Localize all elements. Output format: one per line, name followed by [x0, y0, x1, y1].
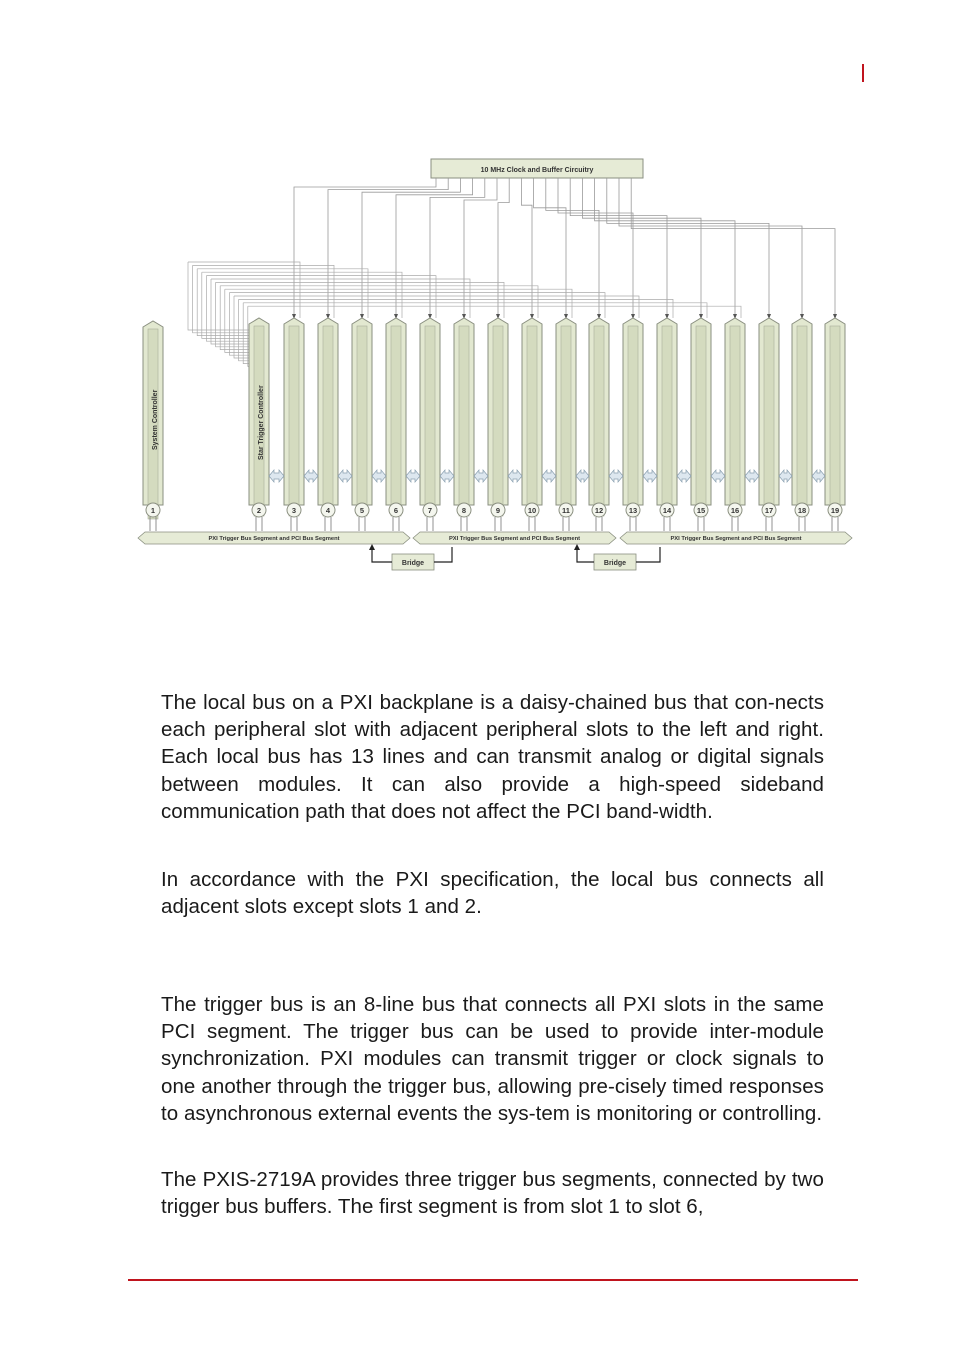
slot-number-5: 5 — [359, 506, 365, 515]
local-bus-arrow-6-7 — [406, 470, 420, 482]
clock-line-slot-9 — [498, 178, 509, 318]
local-bus-arrow-13-14 — [643, 470, 657, 482]
bridge-label-2: Bridge — [603, 560, 627, 567]
bridge-label-1: Bridge — [401, 560, 425, 567]
local-bus-arrow-18-19 — [812, 470, 825, 482]
slot-number-3: 3 — [291, 506, 297, 515]
clock-line-slot-3 — [294, 178, 436, 318]
clock-line-slot-10 — [521, 178, 532, 318]
clock-line-slot-8 — [464, 178, 497, 318]
clock-line-slot-19 — [631, 178, 835, 318]
footer-rule — [128, 1279, 858, 1281]
local-bus-arrow-14-15 — [677, 470, 691, 482]
slot-inner-17 — [764, 326, 774, 516]
local-bus-arrow-3-4 — [304, 470, 318, 482]
slot-number-19: 19 — [830, 506, 840, 515]
local-bus-arrow-15-16 — [711, 470, 725, 482]
paragraph-trigger-segments: The PXIS-2719A provides three trigger bus segments, connected by two trigger bus buffers. The first segment is from slot 1 to slot 6, — [161, 1168, 824, 1219]
slot-inner-10 — [527, 326, 537, 516]
slot-number-10: 10 — [527, 506, 537, 515]
slot-inner-13 — [628, 326, 638, 516]
local-bus-arrow-5-6 — [372, 470, 386, 482]
slot-inner-8 — [459, 326, 469, 516]
slot-inner-9 — [493, 326, 503, 516]
slot-number-11: 11 — [562, 506, 570, 515]
slot-inner-12 — [594, 326, 604, 516]
pxi-backplane-diagram — [0, 0, 954, 620]
bridge-right-connector-1 — [434, 547, 452, 562]
clock-line-slot-6 — [396, 178, 473, 318]
bridge-left-arrow-2 — [574, 544, 580, 550]
slot-inner-5 — [357, 326, 367, 516]
slot-inner-7 — [425, 326, 435, 516]
paragraph-trigger-bus: The trigger bus is an 8-line bus that connects all PXI slots in the same PCI segment. The trigger bus can be used to provide inter-module synchronization. PXI modules can transmit trigger or clock signals to one another through the trigger bus, allowing pre-cisely timed responses to asynchronous external events the sys-tem is monitoring or controlling. — [161, 993, 824, 1125]
paragraph-local-bus: The local bus on a PXI backplane is a daisy-chained bus that con-nects each peripheral slot with adjacent peripheral slots to the left and right. Each local bus has 13 lines and can transmit analog or digital signals between modules. It can also provide a high-speed sideband communication path that does not affect the PCI band-width. — [161, 691, 824, 823]
slot-number-4: 4 — [325, 506, 331, 515]
local-bus-arrow-12-13 — [609, 470, 623, 482]
star-line-slot-4 — [193, 265, 334, 318]
slot-number-8: 8 — [461, 506, 467, 515]
clock-line-slot-15 — [582, 178, 701, 318]
bus-segment-label-2: PXI Trigger Bus Segment and PCI Bus Segment — [448, 536, 581, 542]
bridge-left-connector-1 — [372, 547, 392, 562]
slot-number-6: 6 — [393, 506, 399, 515]
slot-number-7: 7 — [427, 506, 433, 515]
slot-number-2: 2 — [256, 506, 262, 515]
star-line-slot-12 — [229, 293, 605, 318]
local-bus-arrow-16-17 — [745, 470, 759, 482]
local-bus-arrow-4-5 — [338, 470, 352, 482]
clock-buffer-label: 10 MHz Clock and Buffer Circuitry — [480, 167, 594, 174]
local-bus-arrow-11-12 — [576, 470, 589, 482]
slot-inner-19 — [830, 326, 840, 516]
local-bus-arrow-10-11 — [542, 470, 556, 482]
slot-inner-16 — [730, 326, 740, 516]
slot-number-15: 15 — [696, 506, 706, 515]
slot-number-1: 1 — [150, 506, 156, 515]
star-line-slot-14 — [239, 299, 673, 318]
clock-line-slot-7 — [430, 178, 485, 318]
clock-line-slot-5 — [362, 178, 460, 318]
star-line-slot-15 — [243, 303, 707, 318]
local-bus-arrow-8-9 — [474, 470, 488, 482]
clock-line-slot-13 — [558, 178, 633, 318]
local-bus-arrow-9-10 — [508, 470, 522, 482]
slot-inner-11 — [561, 326, 571, 516]
clock-line-slot-11 — [534, 178, 566, 318]
slot-number-12: 12 — [594, 506, 604, 515]
star-trigger-controller-label: Star Trigger Controller — [258, 385, 265, 460]
star-line-slot-7 — [206, 276, 436, 318]
star-line-slot-11 — [225, 289, 572, 318]
star-return-slot-8 — [211, 279, 252, 344]
slot-number-13: 13 — [628, 506, 638, 515]
slot-inner-18 — [797, 326, 807, 516]
bridge-left-arrow-1 — [369, 544, 375, 550]
local-bus-arrow-17-18 — [779, 470, 792, 482]
slot-number-18: 18 — [797, 506, 807, 515]
slot-number-14: 14 — [662, 506, 672, 515]
system-controller-label: System Controller — [152, 389, 159, 450]
local-bus-arrow-7-8 — [440, 470, 454, 482]
slot-number-9: 9 — [495, 506, 501, 515]
bus-segment-label-3: PXI Trigger Bus Segment and PCI Bus Segment — [670, 536, 802, 542]
clock-line-slot-12 — [546, 178, 599, 318]
paragraph-local-bus-spec: In accordance with the PXI specification, the local bus connects all adjacent slots except slots 1 and 2. — [161, 868, 824, 919]
star-line-slot-8 — [211, 279, 470, 318]
star-line-slot-3 — [188, 262, 300, 318]
slot-number-16: 16 — [730, 506, 740, 515]
star-line-slot-9 — [216, 282, 504, 318]
slot-inner-4 — [323, 326, 333, 516]
slot-inner-6 — [391, 326, 401, 516]
bridge-right-connector-2 — [636, 547, 660, 562]
local-bus-arrow-2-3 — [269, 470, 284, 482]
slot-number-17: 17 — [764, 506, 774, 515]
slot-inner-3 — [289, 326, 299, 516]
clock-line-slot-16 — [595, 178, 735, 318]
slot-inner-14 — [662, 326, 672, 516]
bus-segment-label-1: PXI Trigger Bus Segment and PCI Bus Segment — [208, 536, 340, 542]
star-line-slot-5 — [197, 269, 368, 318]
clock-line-slot-18 — [619, 178, 802, 318]
star-line-slot-10 — [220, 286, 538, 318]
slot-inner-15 — [696, 326, 706, 516]
